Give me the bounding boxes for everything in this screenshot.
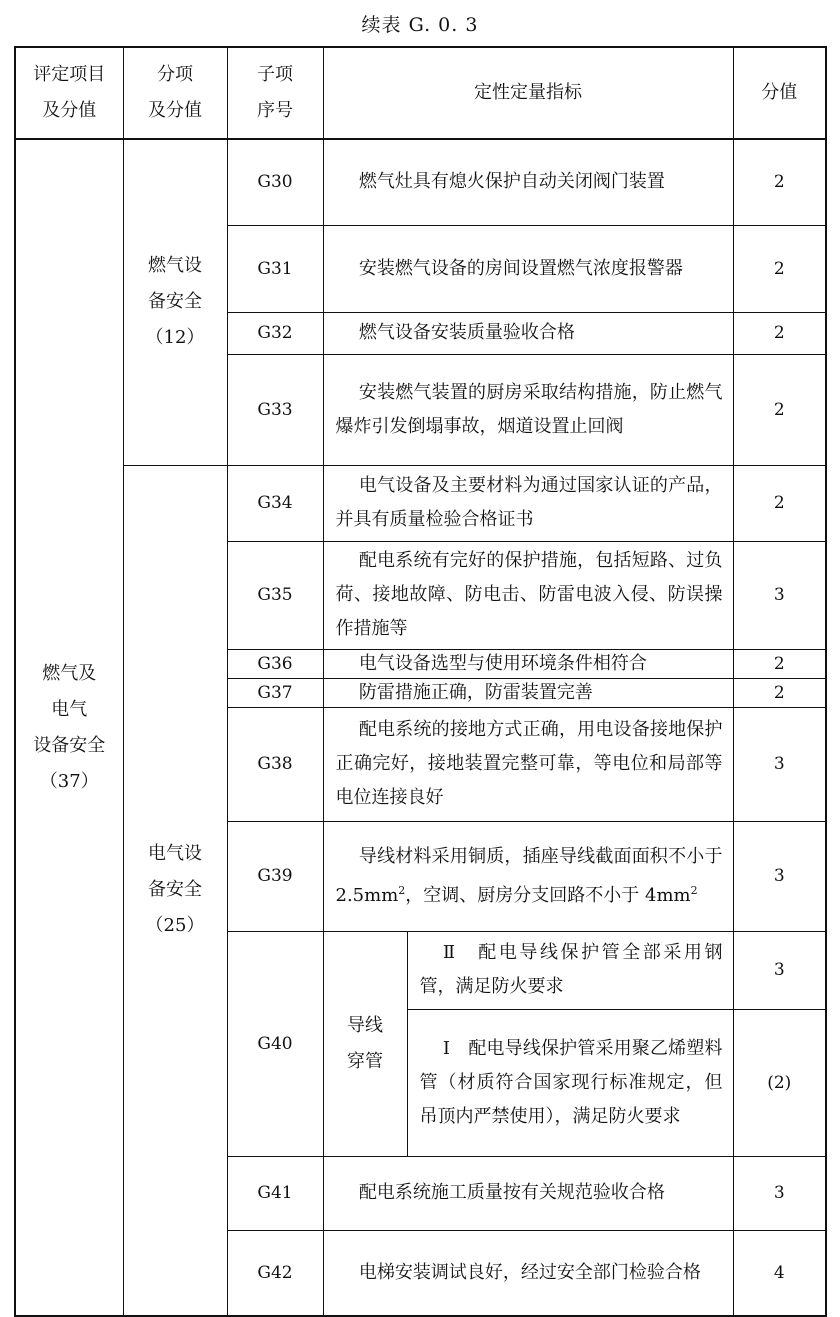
row-code: G34 xyxy=(227,465,323,541)
row-score: (2) xyxy=(733,1009,826,1156)
row-score: 2 xyxy=(733,139,826,225)
row-score: 3 xyxy=(733,931,826,1009)
table-title: 续表 G. 0. 3 xyxy=(361,14,479,36)
row-code: G30 xyxy=(227,139,323,225)
row-text: 安装燃气设备的房间设置燃气浓度报警器 xyxy=(323,225,733,312)
row-score: 3 xyxy=(733,707,826,821)
header-item: 评定项目 及分值 xyxy=(15,47,123,139)
row-text: 防雷措施正确，防雷装置完善 xyxy=(323,678,733,707)
row-text: 配电系统施工质量按有关规范验收合格 xyxy=(323,1156,733,1230)
row-score: 2 xyxy=(733,678,826,707)
row-code: G42 xyxy=(227,1230,323,1316)
row-score: 3 xyxy=(733,821,826,931)
row-code: G35 xyxy=(227,541,323,649)
row-score: 2 xyxy=(733,465,826,541)
row-text: 电气设备及主要材料为通过国家认证的产品，并具有质量检验合格证书 xyxy=(323,465,733,541)
row-text: Ⅱ 配电导线保护管全部采用钢管，满足防火要求 xyxy=(407,931,733,1009)
row-text: 配电系统的接地方式正确，用电设备接地保护正确完好，接地装置完整可靠，等电位和局部等电位连接良好 xyxy=(323,707,733,821)
header-criteria: 定性定量指标 xyxy=(323,47,733,139)
row-code: G38 xyxy=(227,707,323,821)
row-score: 2 xyxy=(733,354,826,465)
header-code: 子项 序号 xyxy=(227,47,323,139)
header-subitem: 分项 及分值 xyxy=(123,47,227,139)
row-code: G31 xyxy=(227,225,323,312)
table-row xyxy=(15,465,826,541)
row-code: G41 xyxy=(227,1156,323,1230)
table-row xyxy=(15,139,826,225)
group-gas: 燃气设 备安全 （12） xyxy=(123,139,227,465)
row-text: 配电系统有完好的保护措施，包括短路、过负荷、接地故障、防电击、防雷电波入侵、防误操作措施等 xyxy=(323,541,733,649)
row-text: 电气设备选型与使用环境条件相符合 xyxy=(323,649,733,678)
row-text: 燃气设备安装质量验收合格 xyxy=(323,312,733,354)
row-code: G33 xyxy=(227,354,323,465)
item-cell: 燃气及 电气 设备安全 （37） xyxy=(15,139,123,1316)
row-score: 3 xyxy=(733,541,826,649)
header-score: 分值 xyxy=(733,47,826,139)
row-code: G36 xyxy=(227,649,323,678)
row-code: G37 xyxy=(227,678,323,707)
row-text: 燃气灶具有熄火保护自动关闭阀门装置 xyxy=(323,139,733,225)
row-text: 导线材料采用铜质，插座导线截面面积不小于 $2.5mm^2$，空调、厨房分支回路不小于 $4mm^2$ xyxy=(323,821,733,931)
row-score: 2 xyxy=(733,312,826,354)
header-row xyxy=(15,47,826,139)
g40-sub-label: 导线 穿管 xyxy=(323,931,407,1156)
row-code: G32 xyxy=(227,312,323,354)
row-score: 3 xyxy=(733,1156,826,1230)
row-text: Ⅰ 配电导线保护管采用聚乙烯塑料管（材质符合国家现行标准规定，但吊顶内严禁使用），满足防火要求 xyxy=(407,1009,733,1156)
row-code: G40 xyxy=(227,931,323,1156)
group-elec: 电气设 备安全 （25） xyxy=(123,465,227,1316)
evaluation-table xyxy=(14,46,827,1317)
row-text: 电梯安装调试良好，经过安全部门检验合格 xyxy=(323,1230,733,1316)
row-score: 2 xyxy=(733,225,826,312)
row-score: 4 xyxy=(733,1230,826,1316)
row-code: G39 xyxy=(227,821,323,931)
row-score: 2 xyxy=(733,649,826,678)
row-text: 安装燃气装置的厨房采取结构措施，防止燃气爆炸引发倒塌事故，烟道设置止回阀 xyxy=(323,354,733,465)
